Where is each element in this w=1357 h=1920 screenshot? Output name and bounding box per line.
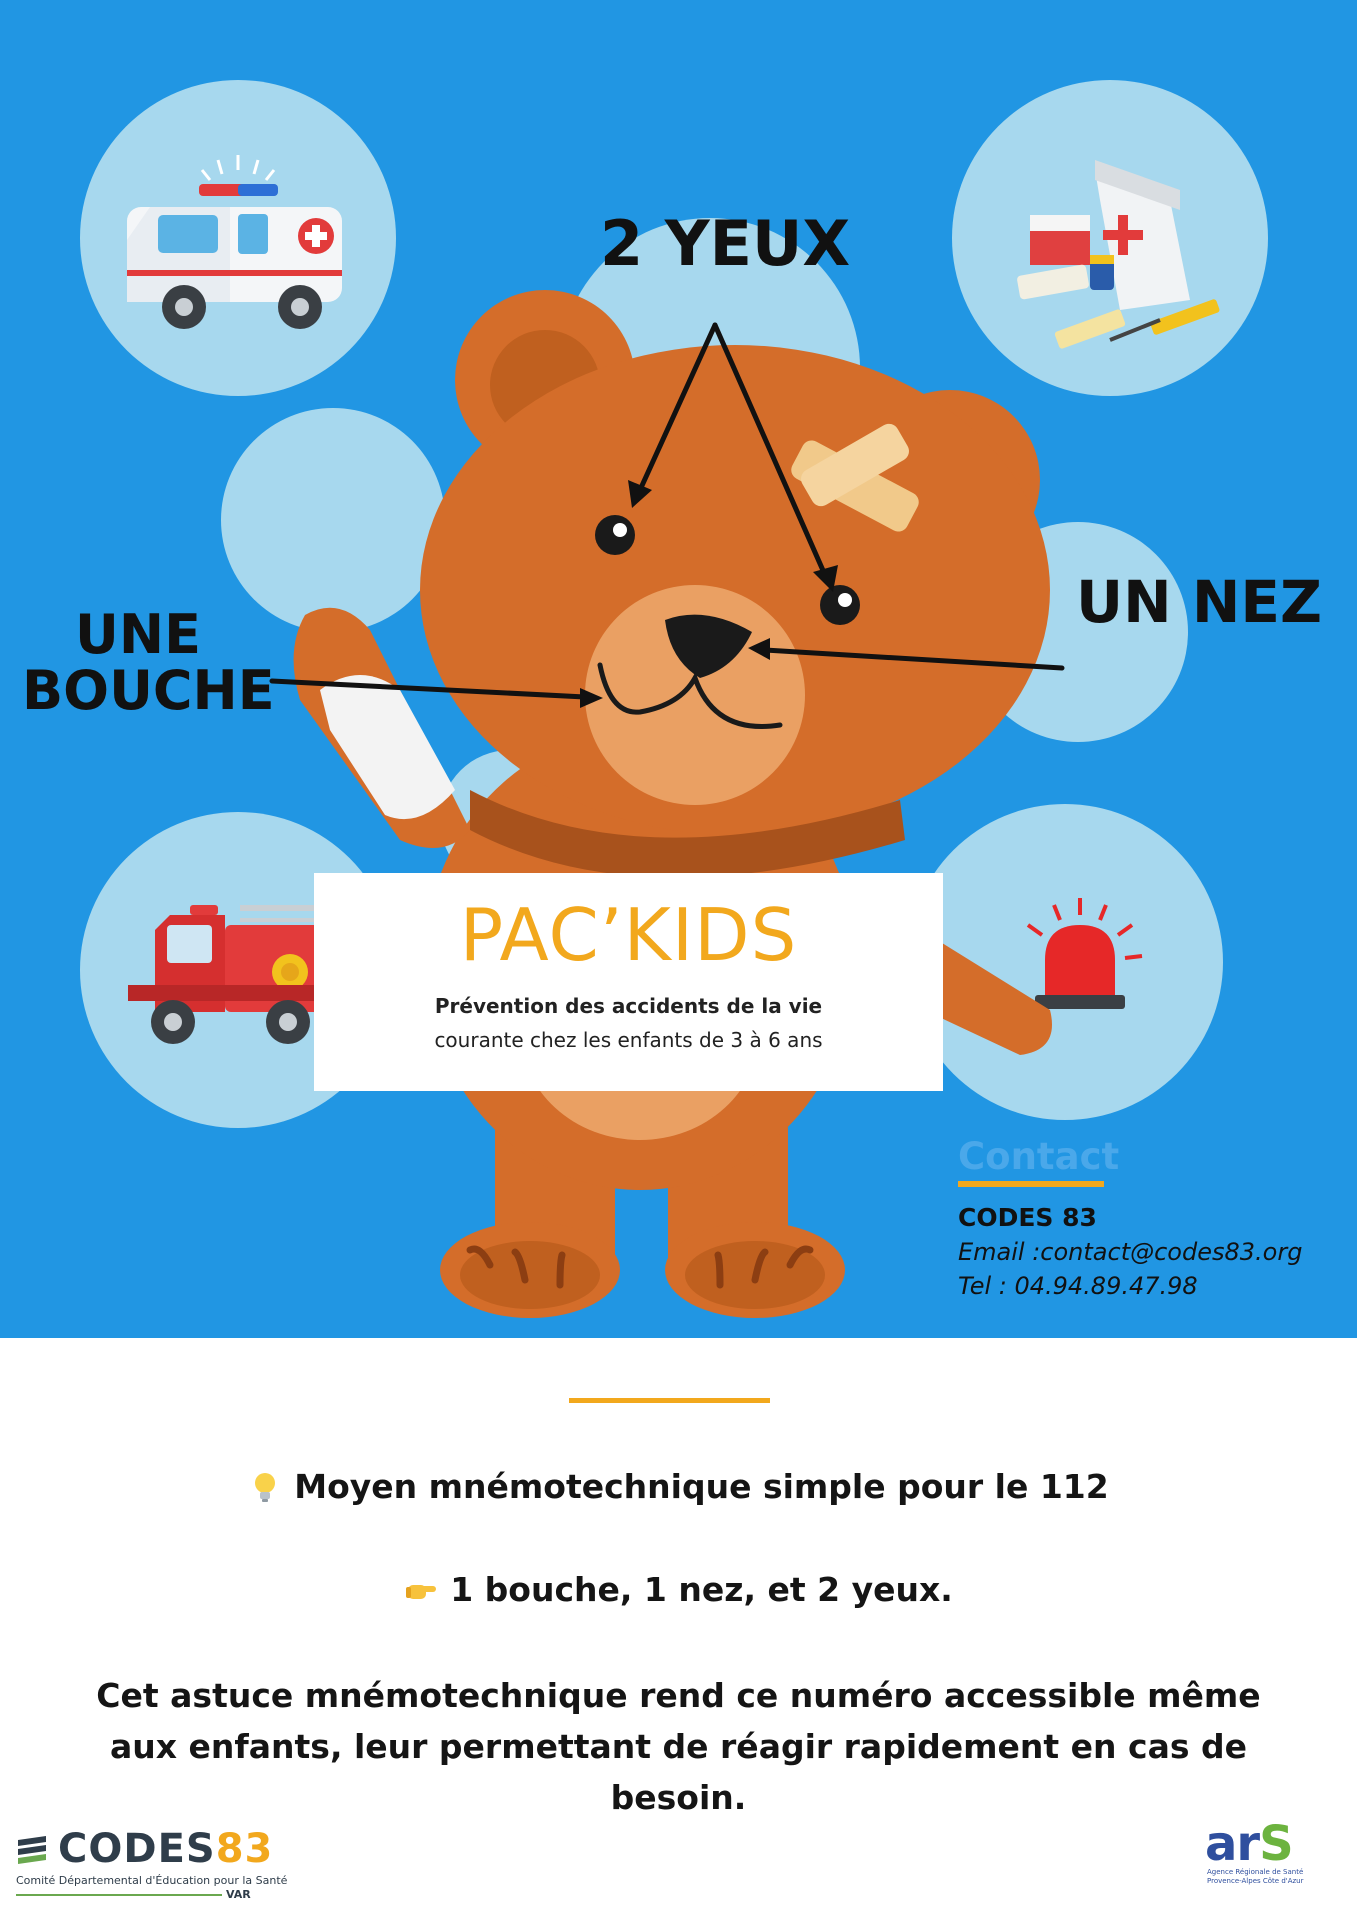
ars-logo [1205,1816,1340,1902]
mouth-label-line2: BOUCHE [22,659,275,723]
contact-heading: Contact [958,1135,1120,1178]
tip-line [0,1465,1357,1506]
program-sign [314,873,943,1091]
ars-wordmark [1205,1816,1293,1872]
contact-email: Email :contact@codes83.org [958,1238,1303,1266]
codes83-mark-icon [16,1834,54,1866]
pointing-hand-icon [404,1573,438,1607]
ars-wordmark-s: S [1259,1816,1293,1872]
codes83-rule [16,1894,222,1896]
codes83-wordmark [58,1826,273,1872]
nose-label: UN NEZ [1076,568,1323,636]
sign-subtitle-line1: Prévention des accidents de la vie [434,994,823,1018]
mnemonic-line [0,1568,1357,1609]
eyes-label: 2 YEUX [600,207,851,280]
codes83-wordmark-text: CODES [58,1826,216,1872]
ars-wordmark-text: ar [1205,1816,1260,1872]
codes83-wordmark-number: 83 [215,1826,274,1872]
mouth-label [22,603,275,723]
explanation-paragraph: Cet astuce mnémotechnique rend ce numéro accessible même aux enfants, leur permettant de réagir rapidement en cas de besoin. [96,1676,1261,1817]
background-circle [221,408,445,632]
contact-phone: Tel : 04.94.89.47.98 [958,1272,1198,1300]
codes83-logo [16,1826,288,1901]
light-bulb-icon [248,1470,282,1504]
mnemonic-text: 1 bouche, 1 nez, et 2 yeux. [450,1570,953,1609]
sign-title: PAC’KIDS [459,893,798,977]
codes83-tagline: Comité Départemental d'Éducation pour la Santé [16,1874,288,1887]
codes83-region: VAR [226,1888,251,1901]
contact-underline [958,1181,1104,1187]
contact-org: CODES 83 [958,1203,1097,1232]
sign-subtitle-line2: courante chez les enfants de 3 à 6 ans [434,1028,823,1052]
section-divider [569,1398,770,1403]
tip-text: Moyen mnémotechnique simple pour le 112 [294,1467,1109,1506]
mouth-label-line1: UNE [75,603,201,666]
ars-agency-name: Agence Régionale de Santé Provence-Alpes Côte d'Azur [1207,1868,1304,1885]
